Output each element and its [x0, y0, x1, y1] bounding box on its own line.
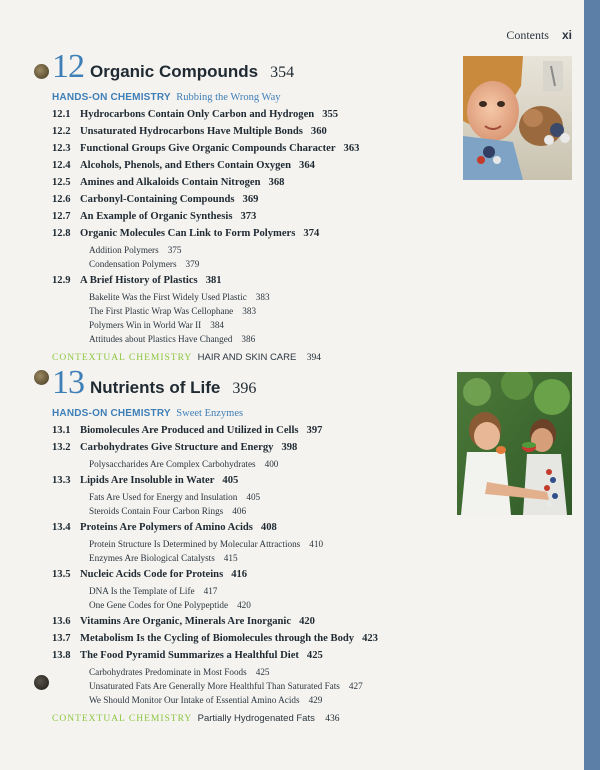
- section-number: 12.5: [52, 177, 71, 188]
- section-title: Nucleic Acids Code for Proteins: [80, 569, 224, 580]
- subsection-title: Unsaturated Fats Are Generally More Healthful Than Saturated Fats: [89, 681, 340, 691]
- binder-hole-bottom: [34, 675, 49, 690]
- section-page: 397: [306, 425, 323, 436]
- subsection-title: Addition Polymers: [89, 245, 159, 255]
- subsection-title: Polysaccharides Are Complex Carbohydrates: [89, 459, 256, 469]
- toc-section[interactable]: [52, 211, 452, 228]
- section-number: 13.3: [52, 475, 71, 486]
- toc-section[interactable]: [52, 569, 452, 586]
- chapter-heading[interactable]: [52, 364, 452, 402]
- toc-subsection[interactable]: [52, 492, 452, 506]
- hands-on-title: Rubbing the Wrong Way: [176, 92, 281, 103]
- section-page: 398: [281, 442, 298, 453]
- toc-subsection[interactable]: [52, 586, 452, 600]
- toc-section[interactable]: [52, 109, 452, 126]
- contextual-title: HAIR AND SKIN CARE: [197, 352, 297, 363]
- section-page: 360: [310, 126, 327, 137]
- toc-section[interactable]: [52, 160, 452, 177]
- section-page: 381: [205, 275, 222, 286]
- hands-on-label: HANDS-ON CHEMISTRY: [52, 408, 171, 419]
- toc-section[interactable]: [52, 633, 452, 650]
- subsection-page: 410: [309, 539, 324, 549]
- section-page: 423: [362, 633, 378, 644]
- contextual-title: Partially Hydrogenated Fats: [197, 713, 315, 724]
- subsection-page: 375: [167, 245, 182, 255]
- subsection-page: 425: [255, 667, 270, 677]
- binder-hole-top: [34, 64, 49, 79]
- subsection-page: 429: [308, 695, 323, 705]
- chapter-13-photo: [457, 372, 572, 515]
- subsection-page: 384: [210, 320, 224, 330]
- subsection-page: 383: [242, 306, 257, 316]
- running-head: [506, 28, 572, 43]
- contextual-label: CONTEXTUAL CHEMISTRY: [52, 353, 193, 363]
- section-page: 363: [343, 143, 360, 154]
- binder-hole-middle: [34, 370, 49, 385]
- section-number: 13.4: [52, 522, 71, 533]
- hands-on-chemistry[interactable]: [52, 92, 452, 103]
- chapter-heading[interactable]: [52, 48, 452, 86]
- contextual-chemistry[interactable]: [52, 352, 452, 363]
- toc-section[interactable]: [52, 475, 452, 492]
- subsection-title: We Should Monitor Our Intake of Essential Amino Acids: [89, 695, 300, 705]
- children-eating-image: [457, 372, 572, 515]
- section-title: Carbohydrates Give Structure and Energy: [80, 442, 274, 453]
- toc-subsection[interactable]: [52, 506, 452, 520]
- subsection-page: 379: [185, 259, 200, 269]
- toc-section[interactable]: [52, 522, 452, 539]
- toc-subsection[interactable]: [52, 245, 452, 259]
- hands-on-title: Sweet Enzymes: [176, 408, 244, 419]
- subsection-page: 417: [203, 586, 218, 596]
- section-title: The Food Pyramid Summarizes a Healthful Diet: [80, 650, 299, 661]
- section-title: Metabolism Is the Cycling of Biomolecules through the Body: [80, 633, 355, 644]
- section-title: Proteins Are Polymers of Amino Acids: [80, 522, 253, 533]
- section-title: Alcohols, Phenols, and Ethers Contain Oxygen: [80, 160, 292, 171]
- subsection-title: DNA Is the Template of Life: [89, 586, 195, 596]
- section-page: 416: [231, 569, 248, 580]
- subsection-page: 400: [264, 459, 279, 469]
- toc-subsection[interactable]: [52, 259, 452, 273]
- toc-subsection[interactable]: [52, 695, 452, 709]
- subsection-title: Attitudes about Plastics Have Changed: [89, 334, 233, 344]
- subsection-title: Bakelite Was the First Widely Used Plastic: [89, 292, 247, 302]
- toc-subsection[interactable]: [52, 459, 452, 473]
- toc-section[interactable]: [52, 177, 452, 194]
- toc-section[interactable]: [52, 425, 452, 442]
- section-page: 420: [299, 616, 315, 627]
- section-page: 364: [299, 160, 315, 171]
- section-number: 12.7: [52, 211, 71, 222]
- section-number: 13.8: [52, 650, 71, 661]
- toc-subsection[interactable]: [52, 539, 452, 553]
- chapter-13: [52, 364, 452, 724]
- section-title: Lipids Are Insoluble in Water: [80, 475, 215, 486]
- section-title: Hydrocarbons Contain Only Carbon and Hydrogen: [80, 109, 315, 120]
- section-number: 12.6: [52, 194, 71, 205]
- contextual-chemistry[interactable]: [52, 713, 452, 724]
- section-title: Organic Molecules Can Link to Form Polymers: [80, 228, 296, 239]
- subsection-page: 405: [246, 492, 261, 502]
- chapter-number: 13: [52, 364, 84, 401]
- subsection-title: Steroids Contain Four Carbon Rings: [89, 506, 224, 516]
- toc-section[interactable]: [52, 228, 452, 245]
- chapter-title: Organic Compounds: [90, 62, 259, 81]
- section-number: 12.4: [52, 160, 71, 171]
- chapter-title: Nutrients of Life: [90, 378, 221, 397]
- toc-subsection[interactable]: [52, 320, 452, 334]
- chapter-page: 354: [270, 64, 295, 81]
- section-page: 373: [240, 211, 257, 222]
- toc-subsection[interactable]: [52, 292, 452, 306]
- toc-subsection[interactable]: [52, 681, 452, 695]
- section-number: 12.1: [52, 109, 71, 120]
- section-number: 13.1: [52, 425, 71, 436]
- section-title: Unsaturated Hydrocarbons Have Multiple Bonds: [80, 126, 303, 137]
- section-page: 368: [268, 177, 285, 188]
- chapter-number: 12: [52, 48, 84, 85]
- section-title: Biomolecules Are Produced and Utilized in Cells: [80, 425, 299, 436]
- section-title: An Example of Organic Synthesis: [80, 211, 233, 222]
- toc-section[interactable]: [52, 143, 452, 160]
- section-page: 408: [260, 522, 277, 533]
- hands-on-label: HANDS-ON CHEMISTRY: [52, 92, 171, 103]
- section-title: Amines and Alkaloids Contain Nitrogen: [80, 177, 261, 188]
- chapter-12: [52, 48, 452, 363]
- toc-section[interactable]: [52, 442, 452, 459]
- hands-on-chemistry[interactable]: [52, 408, 452, 419]
- toc-subsection[interactable]: [52, 600, 452, 614]
- section-title: Carbonyl-Containing Compounds: [80, 194, 235, 205]
- toc-subsection[interactable]: [52, 667, 452, 681]
- section-title: Vitamins Are Organic, Minerals Are Inorganic: [80, 616, 292, 627]
- section-page: 355: [322, 109, 339, 120]
- subsection-page: 386: [241, 334, 256, 344]
- section-page: 425: [306, 650, 323, 661]
- subsection-title: Fats Are Used for Energy and Insulation: [89, 492, 238, 502]
- section-number: 12.8: [52, 228, 71, 239]
- side-color-bar: [584, 0, 600, 770]
- section-page: 374: [303, 228, 320, 239]
- section-page: 369: [242, 194, 259, 205]
- toc-section[interactable]: [52, 194, 452, 211]
- subsection-title: One Gene Codes for One Polypeptide: [89, 600, 229, 610]
- section-page: 405: [222, 475, 239, 486]
- section-number: 13.2: [52, 442, 71, 453]
- toc-section[interactable]: [52, 126, 452, 143]
- toc-section[interactable]: [52, 616, 452, 633]
- section-title: A Brief History of Plastics: [80, 275, 198, 286]
- subsection-page: 427: [348, 681, 363, 691]
- toc-subsection[interactable]: [52, 334, 452, 348]
- chapter-12-photo: [463, 56, 572, 180]
- subsection-title: Polymers Win in World War II: [89, 320, 202, 330]
- toc-subsection[interactable]: [52, 306, 452, 320]
- subsection-title: Protein Structure Is Determined by Molecular Attractions: [89, 539, 301, 549]
- subsection-title: Enzymes Are Biological Catalysts: [89, 553, 215, 563]
- contextual-label: CONTEXTUAL CHEMISTRY: [52, 714, 193, 724]
- section-number: 13.7: [52, 633, 71, 644]
- child-with-molecule-models-image: [463, 56, 572, 180]
- running-head-title: Contents: [506, 28, 549, 42]
- subsection-title: Condensation Polymers: [89, 259, 177, 269]
- running-head-page: xi: [561, 28, 572, 42]
- contextual-page: 394: [306, 353, 321, 363]
- section-title: Functional Groups Give Organic Compounds Character: [80, 143, 336, 154]
- section-number: 13.6: [52, 616, 71, 627]
- section-number: 12.3: [52, 143, 71, 154]
- toc-section[interactable]: [52, 650, 452, 667]
- subsection-page: 420: [237, 600, 251, 610]
- section-number: 13.5: [52, 569, 71, 580]
- contextual-page: 436: [325, 714, 340, 724]
- subsection-page: 383: [255, 292, 270, 302]
- section-number: 12.2: [52, 126, 71, 137]
- subsection-page: 415: [223, 553, 238, 563]
- subsection-title: Carbohydrates Predominate in Most Foods: [89, 667, 247, 677]
- toc-subsection[interactable]: [52, 553, 452, 567]
- subsection-title: The First Plastic Wrap Was Cellophane: [89, 306, 234, 316]
- section-number: 12.9: [52, 275, 71, 286]
- subsection-page: 406: [232, 506, 247, 516]
- toc-section[interactable]: [52, 275, 452, 292]
- chapter-page: 396: [232, 380, 257, 397]
